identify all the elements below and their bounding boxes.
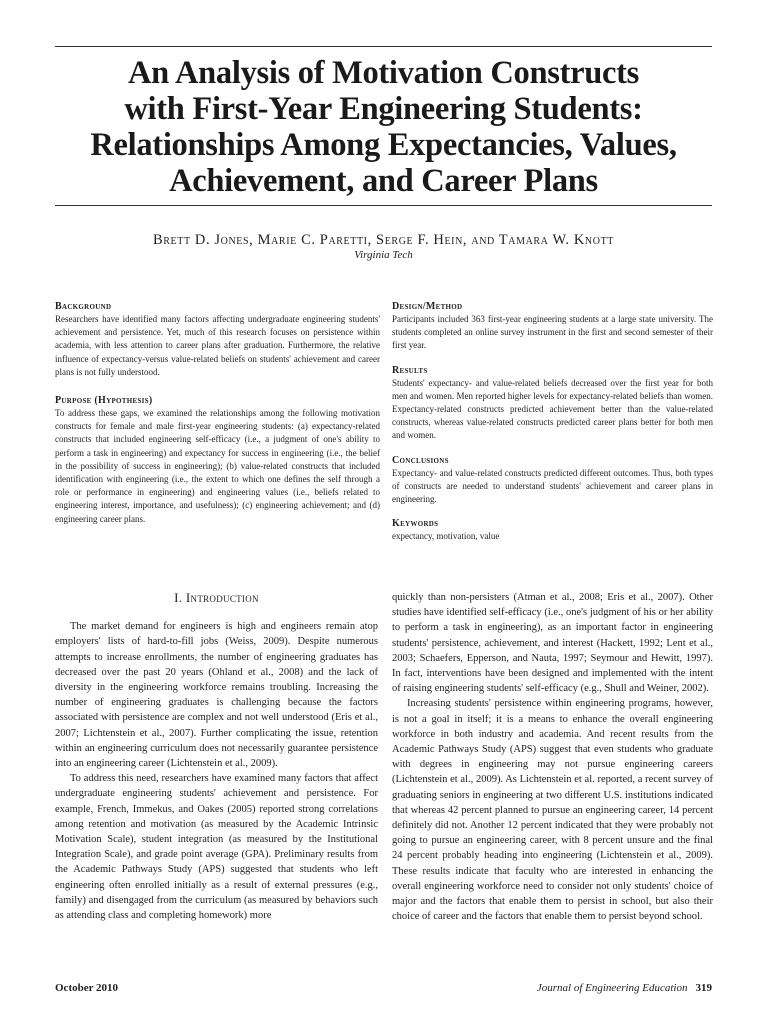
affiliation: Virginia Tech xyxy=(354,249,413,261)
results-text: Students' expectancy- and value-related beliefs decreased over the first year for both men and women. Men reported higher levels for expectancy-related beliefs than women. Expectancy-related constructs predicted achievement better than the value-related constructs, whereas value-related constructs predicted career plans better for both men and women. xyxy=(392,377,713,441)
design-heading: Design/Method xyxy=(392,301,463,312)
background-text: Researchers have identified many factors affecting undergraduate engineering students' achievement and persistence. Yet, much of this research focuses on persistence within academia, with less attention to career plans after graduation. Furthermore, the relative influence of expectancy-versus value-related beliefs on students' achievement and career plans is not fully understood. xyxy=(55,314,380,377)
body-paragraph: The market demand for engineers is high and engineers remain atop employers' lists of hard-to-fill jobs (Weiss, 2009). Despite numerous attempts to increase enrollments, the number of engineering graduates has decreased over the past 20 years (Ohland et al., 2008) and the lack of diversity in the engineering workforce remains troubling. Increasing the number of engineering graduates is challenging because the factors associated with persistence are complex and not well understood (Eris et al., 2007; Lichtenstein et al., 2007). Further complicating the issue, retention within an engineering curriculum does not necessarily guarantee persistence into an engineering career (Lichtenstein et al., 2009). xyxy=(55,621,378,770)
conclusions-text: Expectancy- and value-related constructs predicted different outcomes. Thus, both types of constructs are needed to understand students' achievement and career plans in engineering. xyxy=(392,467,713,505)
background-heading: Background xyxy=(55,301,112,312)
footer-journal xyxy=(500,982,712,994)
journal-name: Journal of Engineering Education xyxy=(536,982,688,994)
abstract-right-column xyxy=(392,301,713,553)
purpose-heading: Purpose (Hypothesis) xyxy=(55,395,153,407)
top-rule xyxy=(55,46,712,47)
keywords-text: expectancy, motivation, value xyxy=(392,531,500,542)
body-paragraph: To address this need, researchers have examined many factors that affect undergraduate engineering students' achievement and persistence. For example, French, Immekus, and Oakes (2005) reported strong correlations among retention and motivation (as measured by the Academic Intrinsic Motivation Scale), student integration (as measured by the Institutional Integration Scale), and grade point average (GPA). Preliminary results from the Academic Pathways Study (APS) suggested that students who left engineering often enrolled initially as a result of external pressures (e.g., family) and disengaged from the curriculum (as measured by behaviors such as attending class and completing homework) more xyxy=(55,773,378,922)
purpose-text: To address these gaps, we examined the relationships among the following motivation constructs for female and male first-year engineering students: (a) expectancy-related constructs that included engineering self-efficacy (i.e., a judgment of one's ability to perform a task in engineering) and expectancy for success in engineering (i.e., the belief in the possibility of success in engineering); (b) value-related constructs that included identification with engineering (i.e., the extent to which one defines the self through a role or performance in engineering) and engineering values (i.e., beliefs related to engineering interest, importance, and usefulness); (c) engineering achievement; and (d) engineering career plans. xyxy=(55,408,380,524)
title-line: An Analysis of Motivation Constructs xyxy=(127,55,640,91)
keywords-heading: Keywords xyxy=(392,518,439,530)
title-bottom-rule xyxy=(55,205,712,206)
article-title xyxy=(55,55,712,199)
footer-date: October 2010 xyxy=(55,982,119,994)
design-text: Participants included 363 first-year engineering students at a large state university. The students completed an online survey instrument in the first and second semester of their first year. xyxy=(392,314,713,351)
conclusions-heading: Conclusions xyxy=(392,454,449,466)
title-line: with First-Year Engineering Students: xyxy=(124,91,643,127)
section-heading: I. Introduction xyxy=(174,590,259,605)
page-number: 319 xyxy=(695,982,712,994)
body-paragraph: Increasing students' persistence within engineering programs, however, is not a goal in itself; it is a means to enhance the overall engineering workforce in both industry and academia. And recent results from the Academic Pathways Study (APS) suggest that even students who graduate with degrees in engineering may not pursue engineering careers (Lichtenstein et al., 2009). As Lichtenstein et al. reported, a recent survey of graduating seniors in engineering at two different U.S. institutions indicated that whereas 42 percent planned to pursue an engineering career, 14 percent definitely did not. Another 12 percent indicated that they were probably not going to pursue an engineering career, with 8 percent unsure and the final 24 percent probably heading into engineering (Lichtenstein et al., 2009). These results indicate that faculty who are interested in enhancing the overall engineering workforce need to consider not only students' choice of major and the factors that enable them to persist in school, but also their choice of career and the factors that enable them to persist beyond school. xyxy=(392,698,713,923)
body-right-column xyxy=(392,590,713,924)
abstract-left-column xyxy=(55,301,380,536)
body-left-column xyxy=(55,590,378,923)
results-heading: Results xyxy=(392,364,428,376)
author-list: Brett D. Jones, Marie C. Paretti, Serge F. Hein, and Tamara W. Knott xyxy=(153,232,614,248)
title-line: Achievement, and Career Plans xyxy=(169,163,598,199)
title-line: Relationships Among Expectancies, Values, xyxy=(90,127,677,163)
body-paragraph: quickly than non-persisters (Atman et al., 2008; Eris et al., 2007). Other studies have identified self-efficacy (i.e., one's judgment of his or her ability to perform a task in engineering), as an important factor in engineering students' persistence, achievement, and interest (Hackett, 1992; Lent et al., 2003; Schaefers, Epperson, and Nauta, 1997; Seymour and Hewitt, 1997). In fact, interventions have been designed and implemented with the intent of raising engineering students' self-efficacy (e.g., Shull and Weiner, 2002). xyxy=(392,592,713,695)
